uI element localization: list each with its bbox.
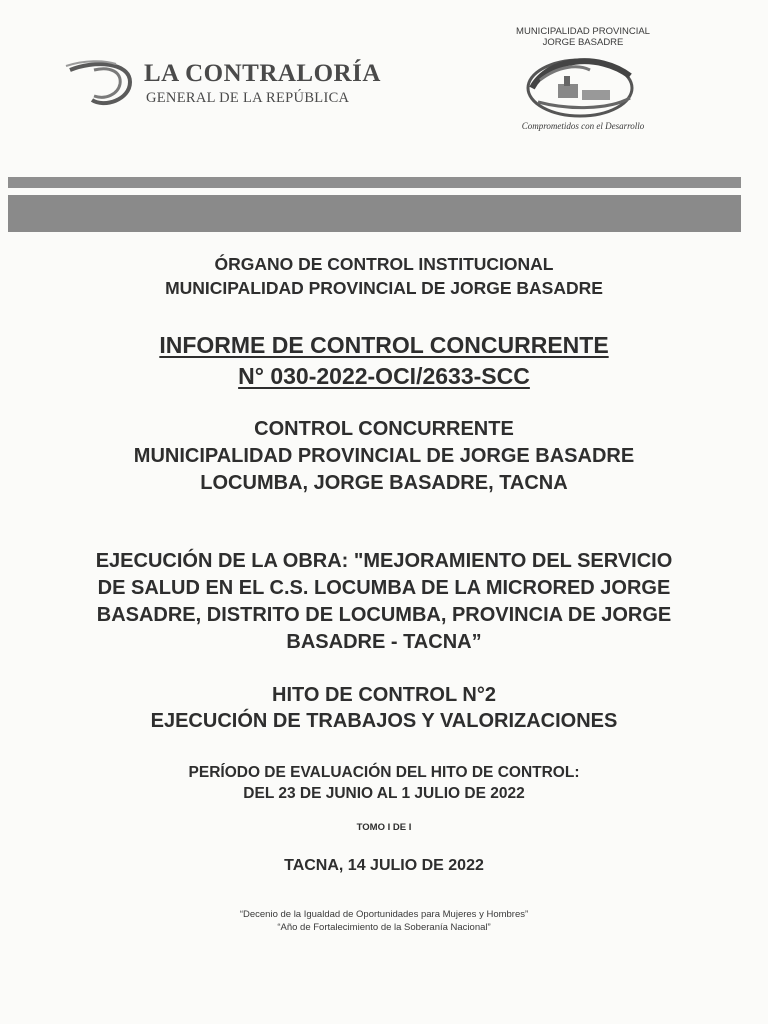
period-line-2: DEL 23 DE JUNIO AL 1 JULIO DE 2022 (243, 785, 525, 802)
work-line-2: DE SALUD EN EL C.S. LOCUMBA DE LA MICRORED JORGE (97, 577, 671, 599)
volume-label: TOMO I DE I (356, 822, 412, 833)
decade-quote: “Decenio de la Igualdad de Oportunidades para Mujeres y Hombres” (239, 909, 529, 920)
contraloria-swoosh-icon (64, 56, 144, 116)
control-line-2: MUNICIPALIDAD PROVINCIAL DE JORGE BASADRE (133, 445, 635, 467)
header-band-thick (8, 195, 741, 232)
milestone-line-1: HITO DE CONTROL N°2 (272, 684, 496, 706)
municipality-name-line2: JORGE BASADRE (542, 37, 624, 48)
work-line-3: BASADRE, DISTRITO DE LOCUMBA, PROVINCIA DE JORGE (96, 604, 672, 626)
municipality-name-line1: MUNICIPALIDAD PROVINCIAL (516, 26, 650, 37)
contraloria-logo (64, 56, 384, 116)
report-title: INFORME DE CONTROL CONCURRENTE (159, 332, 609, 358)
municipality-motto: Comprometidos con el Desarrollo (521, 121, 645, 131)
work-line-1: EJECUCIÓN DE LA OBRA: "MEJORAMIENTO DEL SERVICIO (95, 550, 673, 572)
work-line-4: BASADRE - TACNA” (286, 631, 482, 653)
organ-line-1: ÓRGANO DE CONTROL INSTITUCIONAL (214, 254, 554, 274)
contraloria-title: LA CONTRALORÍA (144, 60, 381, 87)
municipality-logo (508, 26, 658, 138)
control-line-3: LOCUMBA, JORGE BASADRE, TACNA (200, 472, 568, 494)
period-line-1: PERÍODO DE EVALUACIÓN DEL HITO DE CONTROL: (188, 764, 580, 781)
contraloria-subtitle: GENERAL DE LA REPÚBLICA (146, 90, 350, 106)
organ-line-2: MUNICIPALIDAD PROVINCIAL DE JORGE BASADRE (165, 278, 603, 298)
year-quote: “Año de Fortalecimiento de la Soberanía Nacional” (277, 922, 491, 933)
header-band-thin (8, 177, 741, 188)
milestone-line-2: EJECUCIÓN DE TRABAJOS Y VALORIZACIONES (150, 710, 618, 732)
control-line-1: CONTROL CONCURRENTE (254, 418, 514, 440)
report-number: N° 030-2022-OCI/2633-SCC (238, 363, 530, 389)
place-date: TACNA, 14 JULIO DE 2022 (284, 857, 484, 874)
municipality-seal-icon (518, 50, 648, 120)
